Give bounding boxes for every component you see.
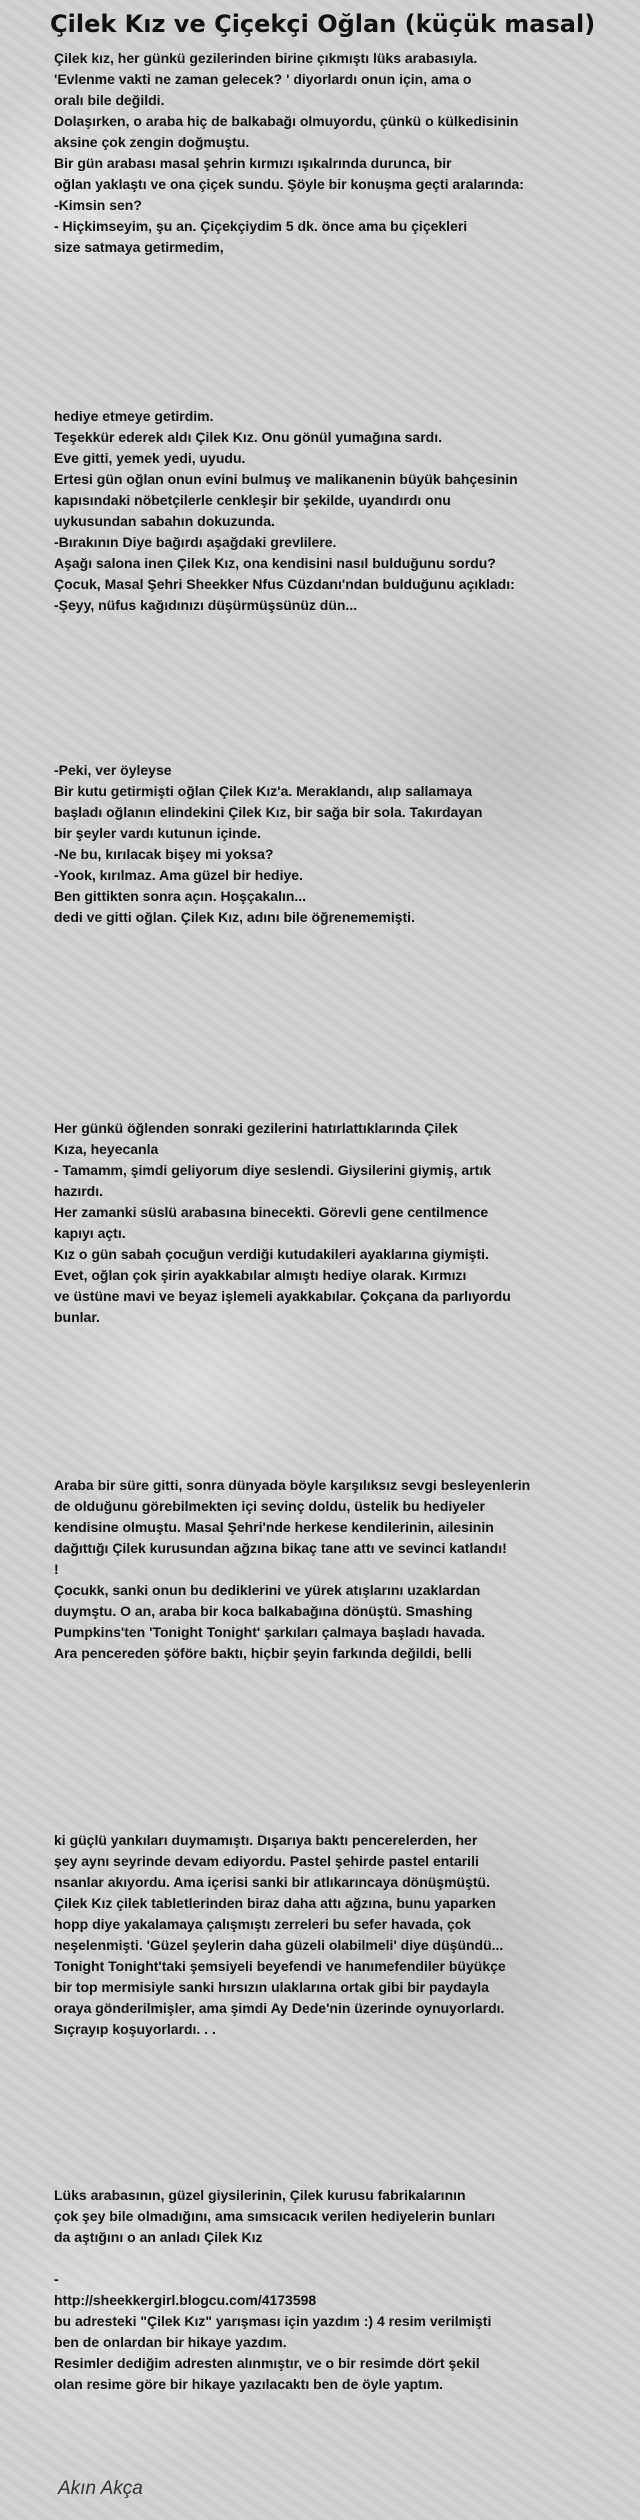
story-line — [54, 2248, 634, 2269]
story-line: uykusundan sabahın dokuzunda. — [54, 513, 275, 529]
story-line: bu adresteki "Çilek Kız" yarışması için yazdım :) 4 resim verilmişti — [54, 2313, 492, 2329]
story-line: aksine çok zengin doğmuştu. — [54, 134, 250, 150]
story-line: ve üstüne mavi ve beyaz işlemeli ayakkabılar. Çokçana da parlıyordu — [54, 1288, 511, 1304]
story-line: Çocuk, Masal Şehri Sheekker Nfus Cüzdanı'ndan bulduğunu açıkladı: — [54, 576, 515, 592]
story-line: bunlar. — [54, 1309, 100, 1325]
story-line: de olduğunu görebilmekten içi sevinç doldu, üstelik bu hediyeler — [54, 1498, 485, 1514]
story-line: dedi ve gitti oğlan. Çilek Kız, adını bile öğrenememişti. — [54, 909, 415, 925]
story-line: Kız o gün sabah çocuğun verdiği kutudakileri ayaklarına giymişti. — [54, 1246, 489, 1262]
story-section-7 — [54, 2185, 634, 2395]
story-line: oraya gönderilmişler, ama şimdi Ay Dede'nin üzerinde oynuyorlardı. — [54, 2000, 505, 2016]
story-line: Aşağı salona inen Çilek Kız, ona kendisini nasıl bulduğunu sordu? — [54, 555, 496, 571]
story-line: Araba bir süre gitti, sonra dünyada böyle karşılıksız sevgi besleyenlerin — [54, 1477, 531, 1493]
story-line: Teşekkür ederek aldı Çilek Kız. Onu gönül yumağına sardı. — [54, 429, 442, 445]
story-section-2 — [54, 406, 634, 616]
story-line: ben de onlardan bir hikaye yazdım. — [54, 2334, 287, 2350]
story-line: oralı bile değildi. — [54, 92, 165, 108]
story-section-3 — [54, 760, 634, 928]
story-line: Ertesi gün oğlan onun evini bulmuş ve malikanenin büyük bahçesinin — [54, 471, 518, 487]
story-line: 'Evlenme vakti ne zaman gelecek? ' diyorlardı onun için, ama o — [54, 71, 472, 87]
story-line: http://sheekkergirl.blogcu.com/4173598 — [54, 2292, 317, 2308]
story-line: -Şeyy, nüfus kağıdınızı düşürmüşsünüz dün... — [54, 597, 358, 613]
story-line: -Bırakının Diye bağırdı aşağdaki grevlilere. — [54, 534, 337, 550]
author-signature: Akın Akça — [58, 2478, 143, 2499]
story-line: - — [54, 2271, 59, 2287]
story-line: olan resime göre bir hikaye yazılacaktı ben de öyle yaptım. — [54, 2376, 444, 2392]
story-line: şey aynı seyrinde devam ediyordu. Pastel şehirde pastel entarili — [54, 1853, 479, 1869]
story-line: Evet, oğlan çok şirin ayakkabılar almıştı hediye olarak. Kırmızı — [54, 1267, 467, 1283]
story-line: bir top mermisiyle sanki hırsızın ulaklarına ortak gibi bir paydayla — [54, 1979, 489, 1995]
story-line: Sıçrayıp koşuyorlardı. . . — [54, 2021, 216, 2037]
story-line: Tonight Tonight'taki şemsiyeli beyefendi ve hanımefendiler büyükçe — [54, 1958, 506, 1974]
story-line: Lüks arabasının, güzel giysilerinin, Çilek kurusu fabrikalarının — [54, 2187, 466, 2203]
story-line: bir şeyler vardı kutunun içinde. — [54, 825, 261, 841]
story-line: kapıyı açtı. — [54, 1225, 126, 1241]
story-line: başladı oğlanın elindekini Çilek Kız, bir sağa bir sola. Takırdayan — [54, 804, 483, 820]
story-line: Bir gün arabası masal şehrin kırmızı ışıkalrında durunca, bir — [54, 155, 452, 171]
story-line: Resimler dediğim adresten alınmıştır, ve o bir resimde dört şekil — [54, 2355, 480, 2371]
story-line: Ben gittikten sonra açın. Hoşçakalın... — [54, 888, 307, 904]
story-section-5 — [54, 1475, 634, 1664]
story-line: -Ne bu, kırılacak bişey mi yoksa? — [54, 846, 274, 862]
story-line: dağıttığı Çilek kurusundan ağzına bikaç tane attı ve sevinci katlandı! — [54, 1540, 507, 1556]
story-line: - Hiçkimseyim, şu an. Çiçekçiydim 5 dk. önce ama bu çiçekleri — [54, 218, 468, 234]
story-line: duymştu. O an, araba bir koca balkabağına dönüştü. Smashing — [54, 1603, 473, 1619]
story-line: ! — [54, 1561, 59, 1577]
story-line: hazırdı. — [54, 1183, 104, 1199]
story-line: neşelenmişti. 'Güzel şeylerin daha güzeli olabilmeli' diye düşündü... — [54, 1937, 504, 1953]
story-line: -Yook, kırılmaz. Ama güzel bir hediye. — [54, 867, 303, 883]
story-line: ki güçlü yankıları duymamıştı. Dışarıya baktı pencerelerden, her — [54, 1832, 478, 1848]
story-line: -Kimsin sen? — [54, 197, 142, 213]
story-section-1 — [54, 48, 634, 258]
story-line: hopp diye yakalamaya çalışmıştı zerreleri bu sefer havada, çok — [54, 1916, 472, 1932]
story-line: Çilek Kız çilek tabletlerinden biraz daha attı ağzına, bunu yaparken — [54, 1895, 496, 1911]
story-line: - Tamamm, şimdi geliyorum diye seslendi. Giysilerini giymiş, artık — [54, 1162, 492, 1178]
story-line: Çilek kız, her günkü gezilerinden birine çıkmıştı lüks arabasıyla. — [54, 50, 478, 66]
story-line: size satmaya getirmedim, — [54, 239, 224, 255]
story-line: hediye etmeye getirdim. — [54, 408, 214, 424]
poem-title: Çilek Kız ve Çiçekçi Oğlan (küçük masal) — [50, 10, 596, 38]
story-line: Bir kutu getirmişti oğlan Çilek Kız'a. Meraklandı, alıp sallamaya — [54, 783, 473, 799]
story-section-6 — [54, 1830, 634, 2040]
story-line: Eve gitti, yemek yedi, uyudu. — [54, 450, 246, 466]
story-line: da aştığını o an anladı Çilek Kız — [54, 2229, 263, 2245]
story-line: nsanlar akıyordu. Ama içerisi sanki bir atlıkarıncaya dönüşmüştü. — [54, 1874, 490, 1890]
story-section-4 — [54, 1118, 634, 1328]
story-line: çok şey bile olmadığını, ama sımsıcacık verilen hediyelerin bunları — [54, 2208, 496, 2224]
story-line: Dolaşırken, o araba hiç de balkabağı olmuyordu, çünkü o külkedisinin — [54, 113, 519, 129]
story-line: Pumpkins'ten 'Tonight Tonight' şarkıları çalmaya başladı havada. — [54, 1624, 486, 1640]
story-line: -Peki, ver öyleyse — [54, 762, 172, 778]
story-line: kendisine olmuştu. Masal Şehri'nde herkese kendilerinin, ailesinin — [54, 1519, 494, 1535]
story-line: kapısındaki nöbetçilerle cenkleşir bir şekilde, uyandırdı onu — [54, 492, 451, 508]
story-line: Ara pencereden şöföre baktı, hiçbir şeyin farkında değildi, belli — [54, 1645, 472, 1661]
story-line: oğlan yaklaştı ve ona çiçek sundu. Şöyle bir konuşma geçti aralarında: — [54, 176, 524, 192]
story-line: Çocukk, sanki onun bu dediklerini ve yürek atışlarını uzaklardan — [54, 1582, 481, 1598]
story-line: Her günkü öğlenden sonraki gezilerini hatırlattıklarında Çilek — [54, 1120, 458, 1136]
story-line: Her zamanki süslü arabasına binecekti. Görevli gene centilmence — [54, 1204, 489, 1220]
story-line: Kıza, heyecanla — [54, 1141, 159, 1157]
